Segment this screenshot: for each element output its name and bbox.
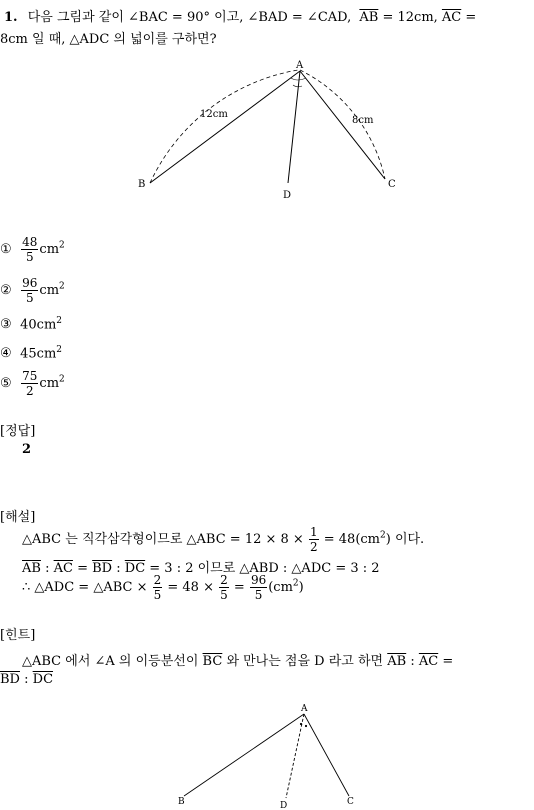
question-line-1 <box>4 6 476 25</box>
hint-line-1: △ABC 에서 ∠A 의 이등분선이 $\overline{BC}$ 와 만나는 점을 D 라고 하면 $\overline{AB}$ : $\overline{AC}$ = <box>22 654 454 669</box>
fraction: $\frac{96}{5}$ <box>22 276 38 305</box>
side-ab <box>150 71 300 183</box>
length-ab: 12cm <box>200 109 228 120</box>
label-c: C <box>388 179 396 190</box>
side-ac <box>304 714 349 796</box>
hint-triangle-figure <box>170 700 370 810</box>
segment-ab: $\overline{AB}$ <box>359 10 379 25</box>
choice-mark: ① <box>0 242 12 257</box>
ab-value: = 12cm, <box>378 10 442 25</box>
label-b: B <box>138 179 146 190</box>
label-b: B <box>178 797 185 807</box>
fraction: $\frac{75}{2}$ <box>22 369 38 398</box>
explanation-line-2: $\overline{AB}$ : $\overline{AC} = \overline{BD}$ : $\overline{DC} = 3$ : 2 이므로 △ABD : △ADC = 3 : 2 <box>22 561 380 576</box>
choice-5[interactable]: ⑤ $\frac{75}{2}$ $cm^2$ <box>0 369 65 398</box>
label-d: D <box>283 190 292 201</box>
angle-dot <box>305 725 307 727</box>
segment-ac: $\overline{AC}$ <box>441 10 462 25</box>
fraction: $\frac{96}{5}$ <box>250 573 267 602</box>
answer-value: 2 <box>22 442 32 457</box>
side-ab <box>184 714 304 796</box>
fraction: $\frac{2}{5}$ <box>153 573 162 602</box>
segment-ad <box>288 71 300 183</box>
question-line-2: 8cm 일 때, △ADC 의 넓이를 구하면? <box>0 32 217 47</box>
hint-line-2: $\overline{BD}$ : $\overline{DC}$ <box>0 672 54 687</box>
choice-mark: ② <box>0 283 12 298</box>
angle-mark <box>293 85 302 87</box>
label-d: D <box>280 801 288 810</box>
angle-dot <box>300 723 302 725</box>
angle-mark <box>291 78 306 80</box>
choice-mark: ④ <box>0 346 12 362</box>
triangle-figure <box>130 55 410 205</box>
segment-ad <box>286 714 304 798</box>
question-text-1: 다음 그림과 같이 ∠BAC = 90° 이고, ∠BAD = ∠CAD, <box>27 10 352 25</box>
fraction: $\frac{48}{5}$ <box>22 235 38 264</box>
ac-equals: = <box>461 10 477 25</box>
question-number: 1. <box>4 10 18 25</box>
hint-heading: [힌트] <box>0 628 36 643</box>
choice-1[interactable]: ① $\frac{48}{5}$ $cm^2$ <box>0 235 65 264</box>
answer-heading: [정답] <box>0 424 36 439</box>
fraction: $\frac{2}{5}$ <box>220 573 228 602</box>
choice-2[interactable]: ② $\frac{96}{5}$ $cm^2$ <box>0 276 65 305</box>
explanation-line-1: △ABC 는 직각삼각형이므로 △ABC = 12 × 8 × $\frac{1}{2}$ = $48(cm^2)$ 이다. <box>22 525 425 554</box>
explanation-line-3: ∴ △ADC = △ABC × $\frac{2}{5}$ = 48 × $\frac{2}{5}$ = $\frac{96}{5}$ $(cm^2)$ <box>22 573 304 602</box>
fraction: $\frac{1}{2}$ <box>309 525 318 554</box>
explanation-heading: [해설] <box>0 510 36 525</box>
choice-3[interactable]: ③ $40cm^2$ <box>0 316 63 333</box>
label-a: A <box>301 704 308 714</box>
label-a: A <box>296 60 304 71</box>
choice-mark: ③ <box>0 317 12 333</box>
length-ac: 8cm <box>352 115 374 126</box>
choice-mark: ⑤ <box>0 376 12 391</box>
choice-4[interactable]: ④ $45cm^2$ <box>0 345 63 362</box>
label-c: C <box>347 797 354 807</box>
